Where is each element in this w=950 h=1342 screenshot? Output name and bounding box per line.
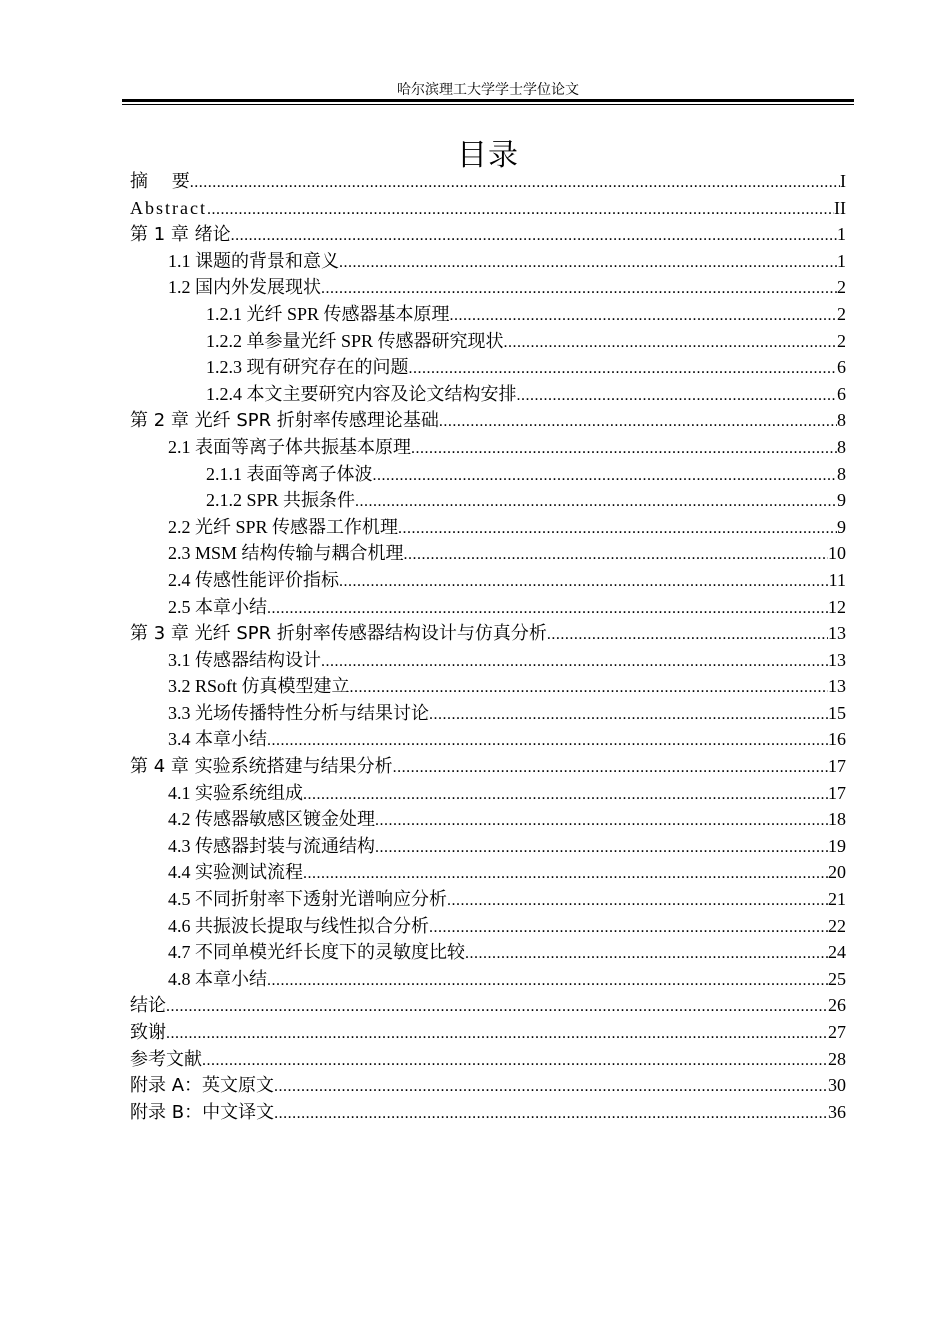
toc-dot-leader xyxy=(404,542,828,567)
toc-entry-title: 3.3 光场传播特性分析与结果讨论 xyxy=(168,702,429,723)
toc-entry[interactable] xyxy=(130,1072,846,1099)
toc-entry-title: 4.1 实验系统组成 xyxy=(168,782,303,803)
toc-entry[interactable] xyxy=(130,1099,846,1126)
header-rule-thick xyxy=(122,99,854,102)
toc-entry-title: 2.1.2 SPR 共振条件 xyxy=(206,490,356,511)
toc-entry-page-number: 8 xyxy=(837,410,846,431)
toc-entry[interactable] xyxy=(130,992,846,1019)
toc-dot-leader xyxy=(231,223,837,248)
toc-entry-page-number: 2 xyxy=(837,303,846,324)
toc-entry-title: 第 1 章 绪论 xyxy=(130,224,231,246)
toc-entry-page-number: 17 xyxy=(828,756,846,777)
toc-dot-leader xyxy=(517,383,838,408)
toc-entry[interactable] xyxy=(130,913,846,940)
toc-entry-page-number: 1 xyxy=(837,224,846,245)
toc-entry[interactable] xyxy=(130,886,846,913)
toc-entry-page-number: 25 xyxy=(828,968,846,989)
toc-entry-title: 3.1 传感器结构设计 xyxy=(168,649,321,670)
toc-entry-page-number: 13 xyxy=(828,623,846,644)
toc-entry-title: 1.2.4 本文主要研究内容及论文结构安排 xyxy=(206,383,517,404)
toc-entry-page-number: 27 xyxy=(828,1022,846,1042)
toc-entry[interactable] xyxy=(130,434,846,461)
toc-dot-leader xyxy=(465,941,828,966)
toc-entry-title: 4.3 传感器封装与流通结构 xyxy=(168,835,375,856)
toc-entry-page-number: 6 xyxy=(837,357,846,378)
toc-entry-title: 第 3 章 光纤 SPR 折射率传感器结构设计与仿真分析 xyxy=(130,623,547,645)
toc-entry[interactable] xyxy=(130,594,846,621)
toc-dot-leader xyxy=(393,755,828,780)
toc-dot-leader xyxy=(202,1048,828,1073)
toc-dot-leader xyxy=(339,250,837,275)
running-header: 哈尔滨理工大学学士学位论文 xyxy=(397,82,579,98)
toc-entry-page-number: 12 xyxy=(828,596,846,617)
toc-entry[interactable] xyxy=(130,859,846,886)
toc-entry-page-number: 9 xyxy=(837,516,846,537)
toc-entry-title: 附录 A：英文原文 xyxy=(130,1075,275,1097)
toc-entry[interactable] xyxy=(130,274,846,301)
toc-entry-title: 4.8 本章小结 xyxy=(168,968,267,989)
toc-entry-page-number: 17 xyxy=(828,782,846,803)
toc-entry[interactable] xyxy=(130,647,846,674)
toc-dot-leader xyxy=(429,702,828,727)
toc-entry-page-number: 10 xyxy=(828,543,846,564)
toc-entry-title: 致谢 xyxy=(130,1022,166,1043)
toc-entry-title: 1.2.2 单参量光纤 SPR 传感器研究现状 xyxy=(206,330,504,351)
toc-entry[interactable] xyxy=(130,806,846,833)
toc-entry-title: 4.7 不同单模光纤长度下的灵敏度比较 xyxy=(168,942,465,963)
toc-entry-page-number: 26 xyxy=(828,995,846,1016)
table-of-contents xyxy=(130,168,846,1125)
toc-entry[interactable] xyxy=(130,700,846,727)
toc-entry[interactable] xyxy=(130,381,846,408)
toc-entry[interactable] xyxy=(130,1046,846,1073)
toc-dot-leader xyxy=(274,1101,828,1126)
toc-dot-leader xyxy=(267,968,828,993)
toc-entry-title: 4.6 共振波长提取与线性拟合分析 xyxy=(168,915,429,936)
toc-entry-page-number: 6 xyxy=(837,383,846,404)
toc-entry-title: 2.2 光纤 SPR 传感器工作机理 xyxy=(168,516,399,537)
toc-entry-title: 3.4 本章小结 xyxy=(168,729,267,750)
toc-entry[interactable] xyxy=(130,673,846,700)
toc-dot-leader xyxy=(166,994,828,1019)
toc-entry[interactable] xyxy=(130,567,846,594)
toc-entry-page-number: 16 xyxy=(828,729,846,750)
toc-title: 目录 xyxy=(457,138,519,173)
toc-entry[interactable] xyxy=(130,833,846,860)
toc-entry-page-number: 8 xyxy=(837,436,846,457)
toc-entry-title: 附录 B：中文译文 xyxy=(130,1101,275,1123)
toc-entry-page-number: 20 xyxy=(828,862,846,883)
toc-dot-leader xyxy=(375,808,828,833)
toc-entry[interactable] xyxy=(130,354,846,381)
toc-entry[interactable] xyxy=(130,1019,846,1046)
toc-entry-page-number: 21 xyxy=(828,889,846,910)
toc-entry-title: 摘 要 xyxy=(130,171,190,192)
toc-dot-leader xyxy=(303,782,828,807)
toc-entry[interactable] xyxy=(130,328,846,355)
toc-entry-page-number: 15 xyxy=(828,702,846,723)
toc-dot-leader xyxy=(373,463,838,488)
toc-entry-title: 2.3 MSM 结构传输与耦合机理 xyxy=(168,543,404,564)
toc-entry-page-number: 2 xyxy=(837,277,846,298)
toc-dot-leader xyxy=(274,1074,828,1099)
toc-entry-title: 2.5 本章小结 xyxy=(168,596,267,617)
toc-entry[interactable] xyxy=(130,195,846,222)
toc-entry[interactable] xyxy=(130,487,846,514)
toc-entry[interactable] xyxy=(130,780,846,807)
toc-entry-page-number: 2 xyxy=(837,330,846,351)
toc-dot-leader xyxy=(375,835,828,860)
toc-entry-title: 参考文献 xyxy=(130,1048,202,1070)
toc-entry-title: 3.2 RSoft 仿真模型建立 xyxy=(168,676,350,697)
toc-entry-title: 1.2 国内外发展现状 xyxy=(168,277,321,298)
toc-entry[interactable] xyxy=(130,461,846,488)
toc-entry-page-number: 13 xyxy=(828,676,846,697)
toc-dot-leader xyxy=(547,622,828,647)
toc-entry-title: 结论 xyxy=(130,995,166,1017)
toc-dot-leader xyxy=(450,303,837,328)
toc-entry-page-number: 11 xyxy=(828,569,846,590)
toc-dot-leader xyxy=(398,516,837,541)
toc-entry[interactable] xyxy=(130,221,846,248)
toc-dot-leader xyxy=(339,569,829,594)
toc-dot-leader xyxy=(350,675,828,700)
toc-entry-title: Abstract xyxy=(130,197,207,218)
toc-entry-page-number: 24 xyxy=(828,942,846,963)
toc-entry-page-number: 1 xyxy=(837,250,846,271)
toc-entry[interactable] xyxy=(130,966,846,993)
toc-entry[interactable] xyxy=(130,301,846,328)
toc-entry-page-number: 22 xyxy=(828,915,846,936)
toc-dot-leader xyxy=(411,436,837,461)
toc-entry-title: 2.1 表面等离子体共振基本原理 xyxy=(168,436,411,457)
toc-entry-page-number: 36 xyxy=(828,1101,846,1122)
toc-entry[interactable] xyxy=(130,753,846,780)
toc-dot-leader xyxy=(321,649,828,674)
toc-dot-leader xyxy=(429,915,828,940)
toc-entry-title: 2.4 传感性能评价指标 xyxy=(168,569,339,590)
toc-dot-leader xyxy=(355,489,837,514)
toc-entry-page-number: 19 xyxy=(828,835,846,856)
header-rule-thin xyxy=(122,104,854,105)
toc-entry-page-number: II xyxy=(834,197,846,218)
toc-entry-page-number: 13 xyxy=(828,649,846,670)
toc-entry-page-number: 18 xyxy=(828,809,846,830)
toc-dot-leader xyxy=(190,170,840,195)
toc-dot-leader xyxy=(321,276,837,301)
toc-entry-title: 1.2.3 现有研究存在的问题 xyxy=(206,357,409,378)
toc-entry-title: 第 2 章 光纤 SPR 折射率传感理论基础 xyxy=(130,410,439,432)
toc-entry[interactable] xyxy=(130,248,846,275)
toc-entry-page-number: I xyxy=(840,171,846,191)
toc-dot-leader xyxy=(447,888,828,913)
toc-entry-title: 4.4 实验测试流程 xyxy=(168,862,303,883)
toc-entry-title: 4.5 不同折射率下透射光谱响应分析 xyxy=(168,889,447,910)
toc-entry[interactable] xyxy=(130,168,846,195)
toc-entry[interactable] xyxy=(130,726,846,753)
toc-entry[interactable] xyxy=(130,540,846,567)
toc-entry[interactable] xyxy=(130,514,846,541)
toc-entry[interactable] xyxy=(130,407,846,434)
toc-dot-leader xyxy=(267,596,828,621)
toc-dot-leader xyxy=(267,728,828,753)
toc-entry-page-number: 30 xyxy=(828,1075,846,1096)
toc-entry-title: 1.2.1 光纤 SPR 传感器基本原理 xyxy=(206,303,450,324)
toc-entry-page-number: 8 xyxy=(837,463,846,484)
toc-dot-leader xyxy=(439,409,837,434)
toc-entry[interactable] xyxy=(130,620,846,647)
toc-dot-leader xyxy=(166,1021,828,1046)
toc-entry-title: 1.1 课题的背景和意义 xyxy=(168,250,339,271)
toc-dot-leader xyxy=(207,197,834,222)
toc-entry-title: 2.1.1 表面等离子体波 xyxy=(206,463,373,484)
toc-entry-page-number: 28 xyxy=(828,1048,846,1069)
toc-entry-page-number: 9 xyxy=(837,490,846,511)
toc-dot-leader xyxy=(409,356,838,381)
toc-entry-title: 第 4 章 实验系统搭建与结果分析 xyxy=(130,756,393,778)
toc-dot-leader xyxy=(303,861,828,886)
toc-entry-title: 4.2 传感器敏感区镀金处理 xyxy=(168,809,375,830)
toc-dot-leader xyxy=(504,330,837,355)
toc-entry[interactable] xyxy=(130,939,846,966)
